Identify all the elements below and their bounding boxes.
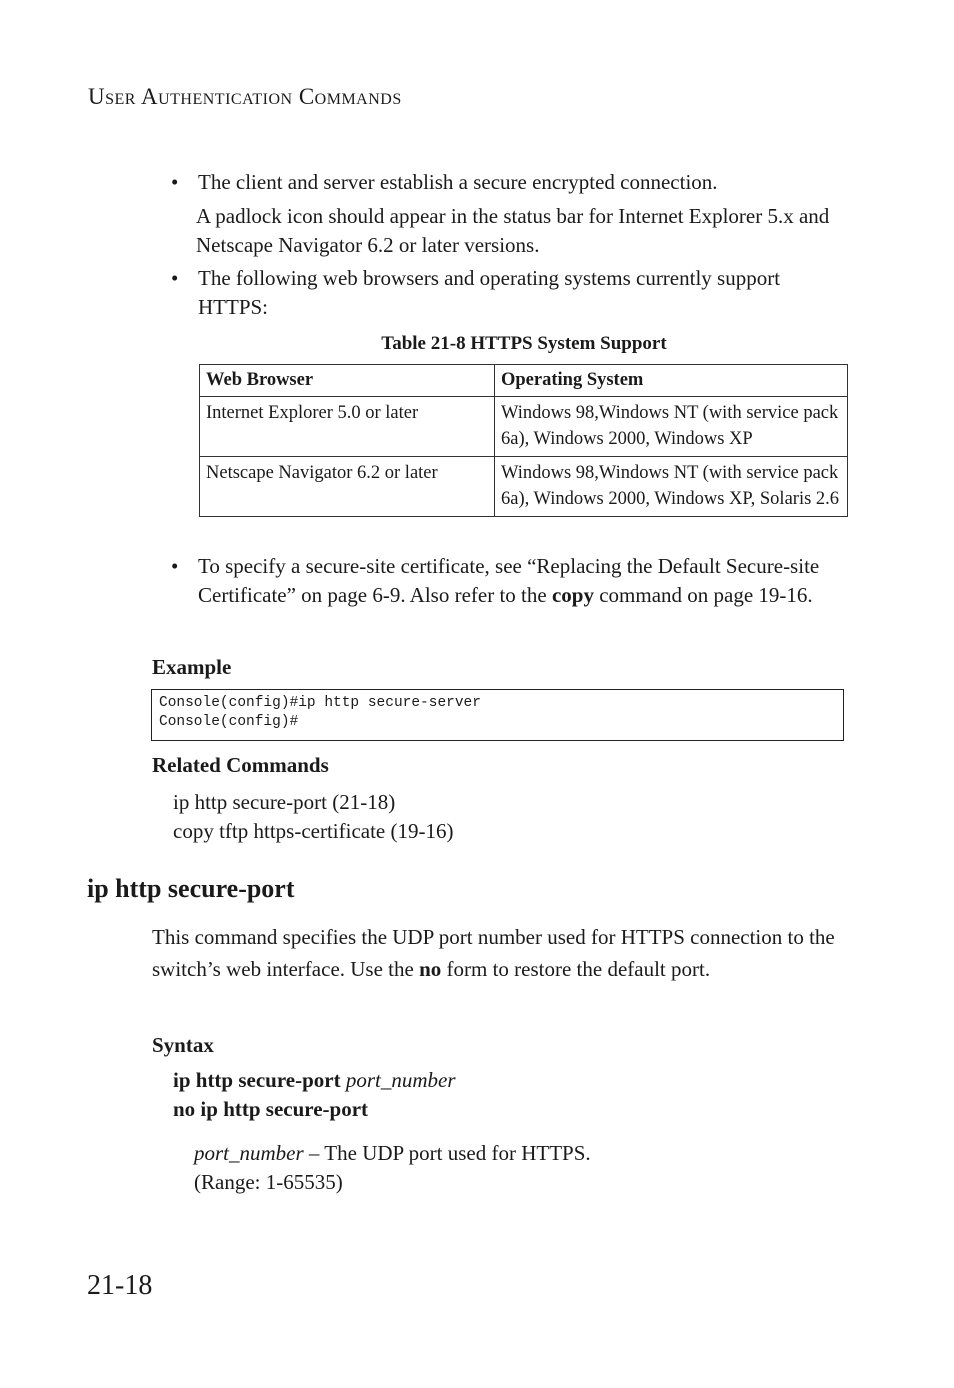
table-cell: Windows 98,Windows NT (with service pack 6a), Windows 2000, Windows XP, Solaris 2.6 [495,457,848,517]
table-cell: Windows 98,Windows NT (with service pack 6a), Windows 2000, Windows XP [495,397,848,457]
related-command-item: ip http secure-port (21-18) [173,790,396,814]
parameter-description: port_number – The UDP port used for HTTPS. (Range: 1-65535) [194,1141,591,1194]
bullet-item: • The following web browsers and operating systems currently support HTTPS: [171,266,781,319]
bullet-icon: • [171,170,179,194]
https-support-table [199,364,848,517]
related-command-item: copy tftp https-certificate (19-16) [173,819,454,843]
running-header: USER AUTHENTICATION COMMANDS [88,84,402,109]
syntax-command: no ip http secure-port [173,1097,369,1121]
table-row [200,457,848,517]
bullet-sub-paragraph: A padlock icon should appear in the status bar for Internet Explorer 5.x and Netscape Navigator 6.2 or later versions. [196,204,830,257]
example-code-box [151,689,844,741]
code-line: Console(config)#ip http secure-server [159,695,481,711]
bullet-icon: • [171,266,179,290]
syntax-command: ip http secure-port port_number [173,1068,456,1092]
table-cell: Internet Explorer 5.0 or later [200,397,495,457]
bullet-item: • The client and server establish a secure encrypted connection. [171,168,851,197]
bullet-icon: • [171,554,179,578]
table-row [200,397,848,457]
copy-command-ref: copy [551,583,594,607]
page-number: 21-18 [87,1270,153,1301]
table-header-row [200,365,848,397]
table-cell: Netscape Navigator 6.2 or later [200,457,495,517]
example-label: Example [152,655,232,679]
section-description: This command specifies the UDP port number used for HTTPS connection to the switch’s web interface. Use the no form to restore the default port. [152,925,835,981]
bullet-item: • To specify a secure-site certificate, see “Replacing the Default Secure-site Certificate” on page 6-9. Also refer to the copy command on page 19-16. [171,554,820,607]
related-commands-label: Related Commands [152,753,329,777]
syntax-label: Syntax [152,1033,214,1057]
section-heading: ip http secure-port [87,874,295,903]
column-header: Operating System [495,365,848,397]
code-line: Console(config)# [159,714,299,730]
column-header: Web Browser [200,365,495,397]
table-caption: Table 21-8 HTTPS System Support [381,333,667,354]
